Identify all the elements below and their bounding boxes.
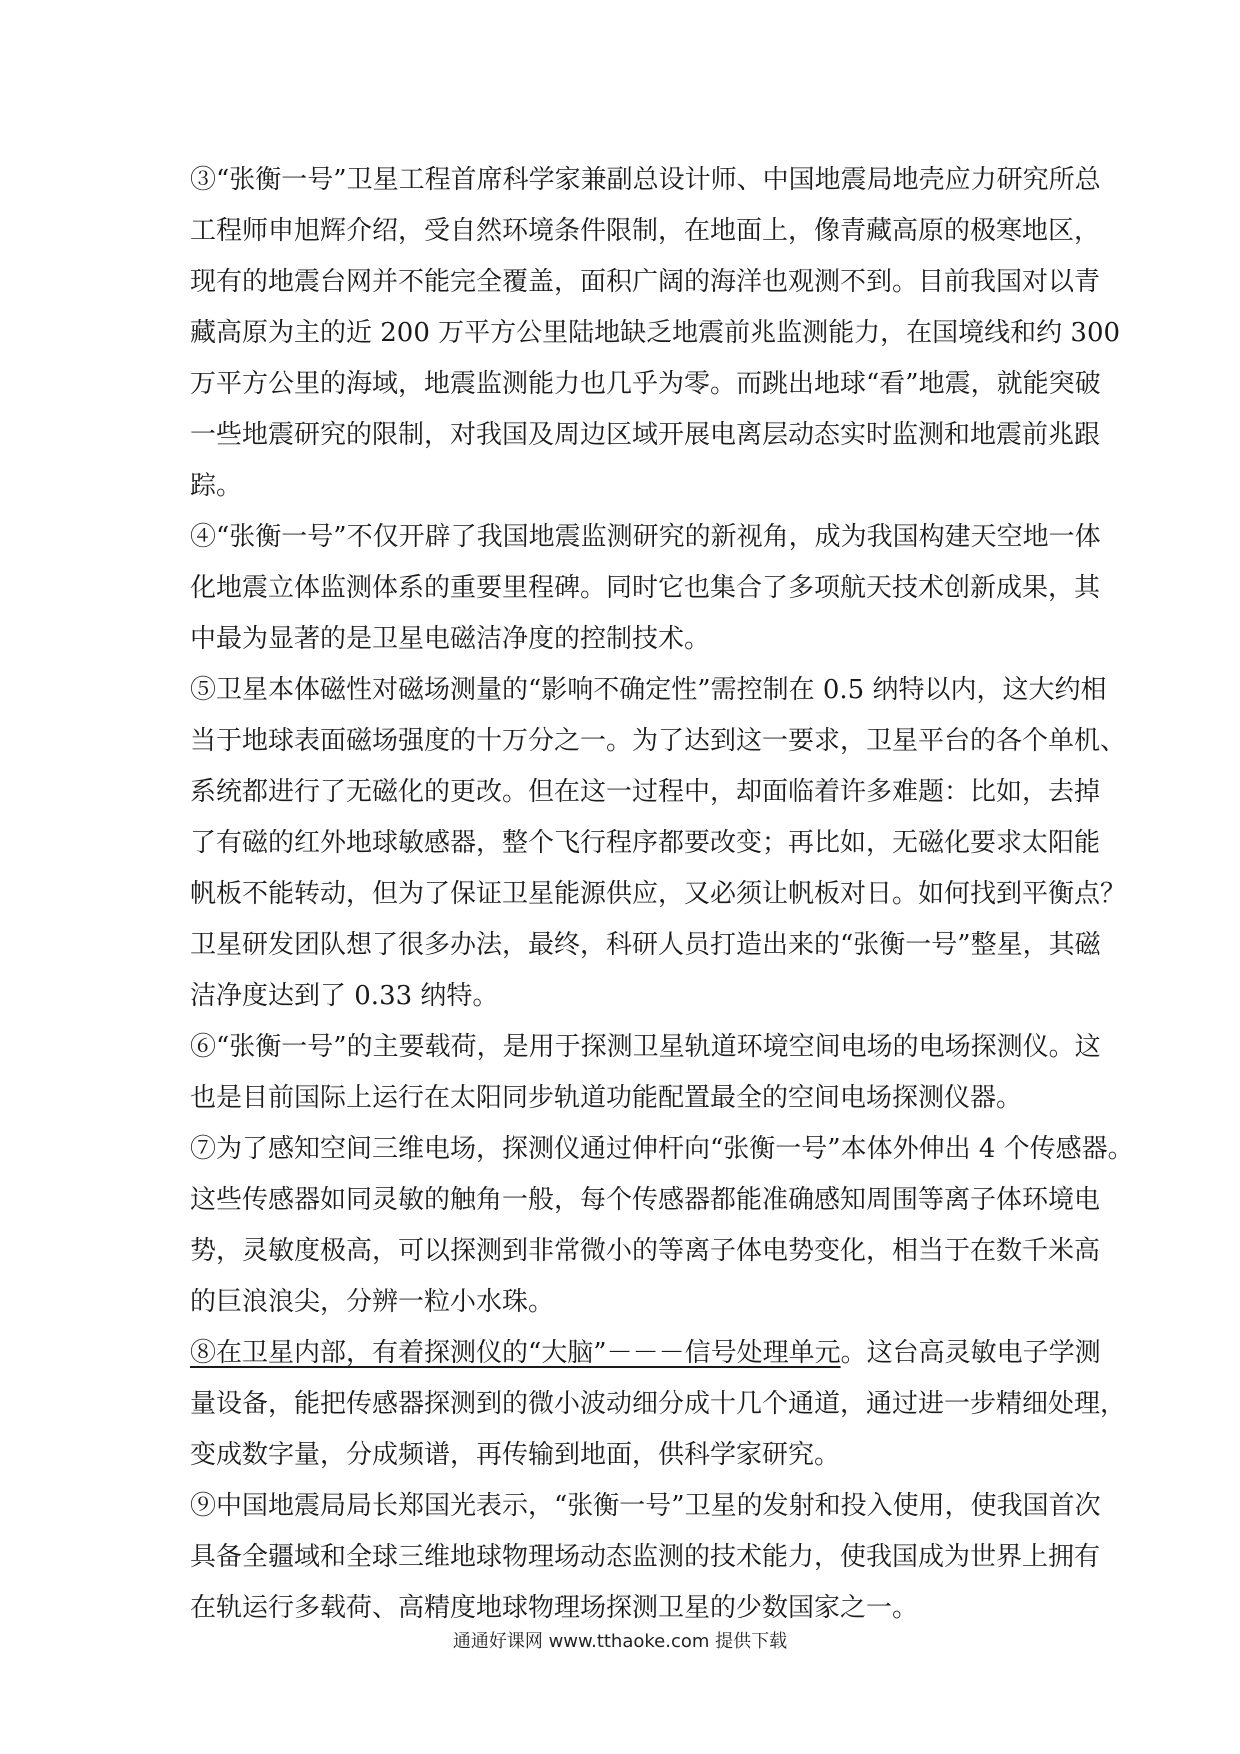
text-line: ⑥“张衡一号”的主要载荷，是用于探测卫星轨道环境空间电场的电场探测仪。这 [190, 1032, 1101, 1062]
text-line: ③“张衡一号”卫星工程首席科学家兼副总设计师、中国地震局地壳应力研究所总 [190, 165, 1101, 195]
text-line: ④“张衡一号”不仅开辟了我国地震监测研究的新视角，成为我国构建天空地一体 [190, 522, 1101, 552]
text-line: 的巨浪浪尖，分辨一粒小水珠。 [190, 1287, 555, 1317]
text-line: 当于地球表面磁场强度的十万分之一。为了达到这一要求，卫星平台的各个单机、 [190, 726, 1127, 756]
text-line: 了有磁的红外地球敏感器，整个飞行程序都要改变；再比如，无磁化要求太阳能 [190, 828, 1101, 858]
text-line: 势，灵敏度极高，可以探测到非常微小的等离子体电势变化，相当于在数千米高 [190, 1236, 1101, 1266]
paragraph-7 [190, 1124, 1134, 1328]
underlined-sentence: ⑧在卫星内部，有着探测仪的“大脑”－－－信号处理单元 [190, 1338, 841, 1368]
text-line: 工程师申旭辉介绍，受自然环境条件限制，在地面上，像青藏高原的极寒地区， [190, 216, 1101, 246]
text-line: ⑤卫星本体磁性对磁场测量的“影响不确定性”需控制在 0.5 纳特以内，这大约相 [190, 675, 1107, 705]
text-line: 具备全疆域和全球三维地球物理场动态监测的技术能力，使我国成为世界上拥有 [190, 1542, 1101, 1572]
text-line: 这些传感器如同灵敏的触角一般，每个传感器都能准确感知周围等离子体环境电 [190, 1185, 1101, 1215]
text-line: 帆板不能转动，但为了保证卫星能源供应，又必须让帆板对日。如何找到平衡点？ [190, 879, 1127, 909]
text-line: 中最为显著的是卫星电磁洁净度的控制技术。 [190, 624, 711, 654]
text-line: 量设备，能把传感器探测到的微小波动细分成十几个通道，通过进一步精细处理， [190, 1389, 1127, 1419]
text-line: 万平方公里的海域，地震监测能力也几乎为零。而跳出地球“看”地震，就能突破 [190, 369, 1101, 399]
text-segment: 。这台高灵敏电子学测 [840, 1338, 1101, 1368]
text-line: 系统都进行了无磁化的更改。但在这一过程中，却面临着许多难题：比如，去掉 [190, 777, 1101, 807]
text-line: 洁净度达到了 0.33 纳特。 [190, 981, 499, 1011]
text-line [190, 1328, 1101, 1379]
text-line: 藏高原为主的近 200 万平方公里陆地缺乏地震前兆监测能力，在国境线和约 300 [190, 318, 1121, 348]
paragraph-5 [190, 665, 1127, 1022]
text-line: 化地震立体监测体系的重要里程碑。同时它也集合了多项航天技术创新成果，其 [190, 573, 1101, 603]
text-line: 一些地震研究的限制，对我国及周边区域开展电离层动态实时监测和地震前兆跟 [190, 420, 1101, 450]
text-line: 在轨运行多载荷、高精度地球物理场探测卫星的少数国家之一。 [190, 1593, 919, 1623]
text-line: ⑦为了感知空间三维电场，探测仪通过伸杆向“张衡一号”本体外伸出 4 个传感器。 [190, 1134, 1134, 1164]
text-line: 现有的地震台网并不能完全覆盖，面积广阔的海洋也观测不到。目前我国对以青 [190, 267, 1101, 297]
text-line: ⑨中国地震局局长郑国光表示，“张衡一号”卫星的发射和投入使用，使我国首次 [190, 1491, 1101, 1521]
text-line: 卫星研发团队想了很多办法，最终，科研人员打造出来的“张衡一号”整星，其磁 [190, 930, 1101, 960]
paragraph-6 [190, 1022, 1101, 1124]
paragraph-4 [190, 512, 1101, 665]
paragraph-3 [190, 155, 1121, 512]
article-body [190, 155, 1134, 1634]
paragraph-9 [190, 1481, 1101, 1634]
text-line: 变成数字量，分成频谱，再传输到地面，供科学家研究。 [190, 1440, 841, 1470]
paragraph-8 [190, 1328, 1127, 1481]
text-line: 也是目前国际上运行在太阳同步轨道功能配置最全的空间电场探测仪器。 [190, 1083, 1023, 1113]
text-line: 踪。 [190, 471, 243, 501]
page-footer: 通通好课网 www.tthaoke.com 提供下载 [452, 1631, 788, 1652]
